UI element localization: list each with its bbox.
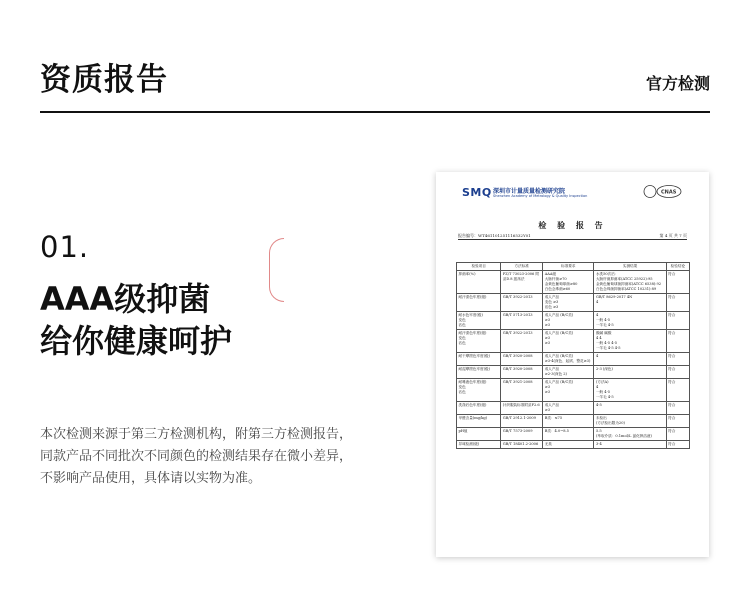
test-report-image	[436, 172, 709, 557]
table-cell: GB/T 3921-2008	[501, 379, 543, 402]
red-seal-stamp	[269, 238, 284, 302]
table-cell: 3-4	[594, 441, 666, 449]
table-row	[457, 402, 690, 415]
section-title-line-2: 给你健康呵护	[40, 322, 233, 360]
table-row	[457, 353, 690, 366]
report-col-header: 检验项目	[457, 263, 501, 271]
table-cell: AAA级 大肠杆菌≥70 金黄色葡萄球菌≥80 白色念珠菌≥60	[543, 271, 594, 294]
table-cell: 符合	[666, 330, 689, 353]
section-title-line-1: AAA级抑菌	[40, 280, 211, 318]
report-number: 报告编号：WT461101251116532Y01	[458, 233, 531, 238]
section-title	[40, 278, 232, 362]
table-cell: 成人产品 ≥2-3(深色 2)	[543, 366, 594, 379]
report-table-header	[457, 263, 690, 271]
table-cell: 符合	[666, 415, 689, 428]
report-col-header: 标准要求	[543, 263, 594, 271]
table-row	[457, 271, 690, 294]
table-cell: 符合	[666, 353, 689, 366]
table-cell: 未检出 (方法检出限为20)	[594, 415, 666, 428]
table-cell: 5.5 (萃取介质：0.1mol/L 氯化钾溶液)	[594, 428, 666, 441]
table-cell: 4 一般 4-5 一羊毛 4-5	[594, 312, 666, 330]
table-cell: B类：≤75	[543, 415, 594, 428]
table-cell: 符合	[666, 312, 689, 330]
report-title: 检 验 报 告	[538, 220, 607, 230]
table-cell: 成人产品 变色 ≥3 沾色 ≥3	[543, 294, 594, 312]
table-cell: 耐湿摩擦色牢度(级)	[457, 366, 501, 379]
section-description	[40, 424, 380, 490]
table-cell: GB/T 18401.2-2006	[501, 441, 543, 449]
cnas-label: CNAS	[661, 189, 677, 196]
report-table	[456, 262, 690, 449]
table-cell: 针织服装标准附录F2.6	[501, 402, 543, 415]
table-cell: GB/T 8629-2017 4N 4	[594, 294, 666, 312]
table-cell: 甲醛含量(mg/kg)	[457, 415, 501, 428]
header-divider	[40, 111, 710, 113]
table-cell: pH值	[457, 428, 501, 441]
table-cell: 成人产品 ≥3	[543, 402, 594, 415]
table-cell: 耐汗渍色牢度(级) 变色 沾色	[457, 330, 501, 353]
table-cell: 耐唾液色牢度(级) 变色 沾色	[457, 379, 501, 402]
table-row	[457, 366, 690, 379]
table-cell: 酸碱 碱酸 4 4 一般 4-5 4-5 一羊毛 4-5 4-5	[594, 330, 666, 353]
table-cell: 成人产品 (B/C类) ≥3 ≥3	[543, 312, 594, 330]
table-cell: 符合	[666, 294, 689, 312]
report-page: 第 4 页 共 7 页	[659, 233, 687, 238]
smq-logo: SMQ	[462, 186, 492, 199]
table-row	[457, 379, 690, 402]
table-cell: 符合	[666, 428, 689, 441]
report-col-header: 方法标准	[501, 263, 543, 271]
table-cell: GB/T 3920-2008	[501, 353, 543, 366]
table-cell: 符合	[666, 366, 689, 379]
table-cell: 水洗50次后： 大肠杆菌抑菌率(ATCC 25922):95 金黄色葡萄球菌抑菌率(ATCC 6538):92 白色念珠菌抑菌率(ATCC 10231):89	[594, 271, 666, 294]
table-cell: 成人产品 (B/C类) ≥3 ≥3	[543, 379, 594, 402]
table-cell: 耐水色牢度(级) 变色 沾色	[457, 312, 501, 330]
table-row	[457, 428, 690, 441]
table-cell: 无臭	[543, 441, 594, 449]
report-col-header: 实测结果	[594, 263, 666, 271]
table-cell: 符合	[666, 402, 689, 415]
table-cell: 2-3 (深色)	[594, 366, 666, 379]
table-row	[457, 294, 690, 312]
table-cell: 耐干摩擦色牢度(级)	[457, 353, 501, 366]
report-col-header: 检验结论	[666, 263, 689, 271]
report-org-name: 深圳市计量质量检测研究院	[493, 188, 566, 195]
description-line-1: 本次检测来源于第三方检测机构，附第三方检测报告，	[40, 427, 353, 442]
table-cell: 异味检测(级)	[457, 441, 501, 449]
table-row	[457, 441, 690, 449]
table-cell: GB/T 2912.1-2009	[501, 415, 543, 428]
table-row	[457, 312, 690, 330]
table-row	[457, 415, 690, 428]
table-cell: 成人产品 (B/C类) ≥3 ≥3	[543, 330, 594, 353]
description-line-3: 不影响产品使用，具体请以实物为准。	[40, 471, 262, 486]
description-line-2: 同款产品不同批次不同颜色的检测结果存在微小差异，	[40, 449, 353, 464]
table-cell: 成人产品 (B/C类) ≥3-4(深色、起绒、整花≥3)	[543, 353, 594, 366]
table-cell: 符合	[666, 379, 689, 402]
table-cell: 4	[594, 353, 666, 366]
table-cell: GB/T 5713-2013	[501, 312, 543, 330]
report-rule	[458, 239, 687, 240]
table-cell: GB/T 3922-2013	[501, 294, 543, 312]
table-cell: 4-5	[594, 402, 666, 415]
table-cell: 符合	[666, 271, 689, 294]
report-table-body	[457, 271, 690, 449]
table-row	[457, 330, 690, 353]
table-cell: GB/T 3922-2013	[501, 330, 543, 353]
table-cell: 耐汗渍色牢度(级)	[457, 294, 501, 312]
table-cell: FZ/T 73023-2006 附录D.8 振荡法	[501, 271, 543, 294]
section-number: 01.	[40, 230, 90, 264]
table-cell: 洗涤后色牢度(级)	[457, 402, 501, 415]
table-cell: GB/T 7573-2009	[501, 428, 543, 441]
table-cell: 抑菌率(%)	[457, 271, 501, 294]
table-cell: GB/T 3920-2008	[501, 366, 543, 379]
table-cell: 符合	[666, 441, 689, 449]
table-cell: (方法A) 4 一般 4-5 一羊毛 4-5	[594, 379, 666, 402]
table-cell: B类：4.0~8.5	[543, 428, 594, 441]
official-test-label: 官方检测	[645, 74, 710, 93]
report-org-name-en: Shenzhen Academy of Metrology & Quality Inspection	[493, 194, 588, 198]
page-title: 资质报告	[40, 62, 168, 98]
cnas-cert-icon	[643, 184, 683, 199]
